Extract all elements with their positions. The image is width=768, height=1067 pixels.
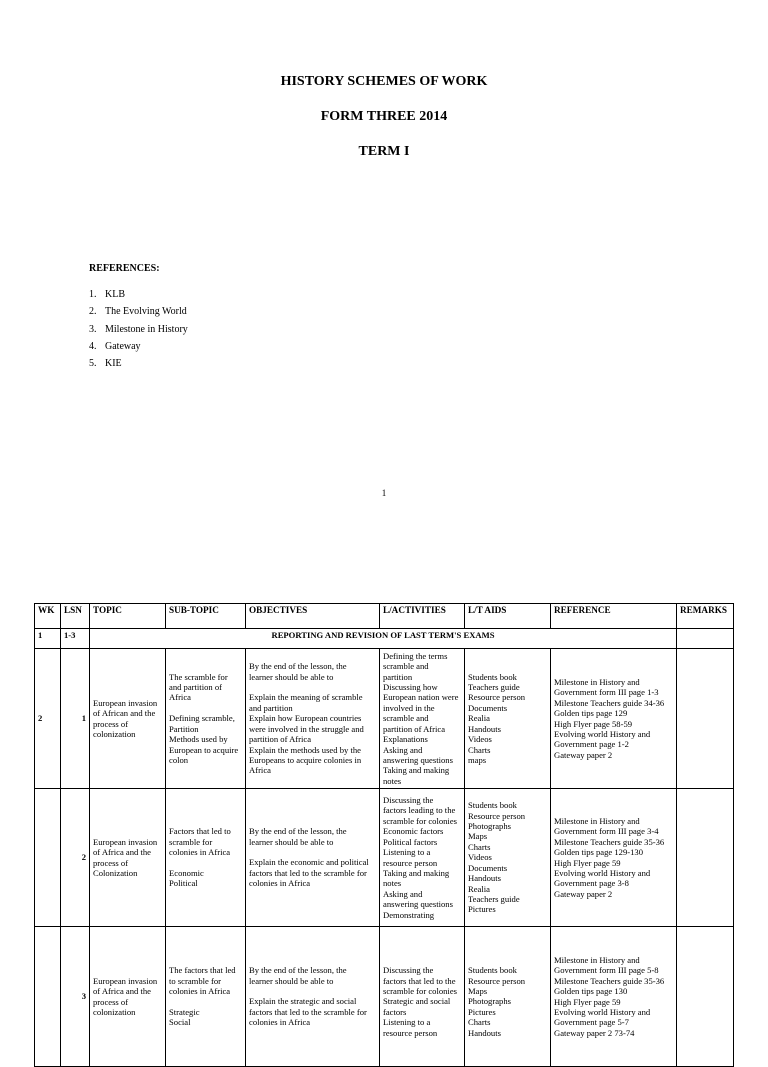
topic-cell (90, 649, 166, 789)
aids-cell-line: Teachers guide (468, 893, 520, 904)
reference-cell (551, 649, 677, 789)
remarks-cell (677, 927, 734, 1067)
header-reference: REFERENCE (551, 604, 677, 629)
reference-cell-line: Evolving world History and (554, 867, 651, 878)
reference-cell (551, 789, 677, 927)
remarks-cell (677, 649, 734, 789)
subtopic-cell-line: The factors that led (169, 965, 236, 976)
activities-cell-line: Asking and (383, 744, 423, 755)
subtopic-cell (166, 789, 246, 927)
topic-cell-line: process of (93, 996, 129, 1007)
subtopic-cell-line: Strategic (169, 1006, 200, 1017)
header-lsn: LSN (61, 604, 90, 629)
reference-text: KIE (105, 358, 122, 370)
topic-cell-line: process of (93, 857, 129, 868)
reference-item (89, 306, 188, 323)
reference-number: 5. (89, 358, 97, 370)
activities-cell-line: Strategic and social (383, 996, 451, 1007)
objectives-cell-line: Europeans to acquire colonies in (249, 754, 362, 765)
reference-cell-line: Milestone in History and (554, 954, 640, 965)
table-header-row (35, 604, 734, 629)
aids-cell-line: Resource person (468, 975, 526, 986)
activities-cell-line: Demonstrating (383, 909, 435, 920)
aids-cell-line: Photographs (468, 821, 511, 832)
lesson-row (35, 649, 734, 789)
activities-cell-line: scramble and (383, 661, 429, 672)
reference-number: 2. (89, 306, 97, 318)
reference-cell-line: Golden tips page 129-130 (554, 847, 644, 858)
aids-cell (465, 789, 551, 927)
subtopic-cell-line: colon (169, 754, 189, 765)
activities-cell (380, 649, 465, 789)
subtopic-cell-line: and partition of (169, 682, 222, 693)
header-subtopic: SUB-TOPIC (166, 604, 246, 629)
aids-cell-line: Maps (468, 831, 488, 842)
reference-text: KLB (105, 289, 125, 300)
subtopic-cell-line: Africa (169, 692, 191, 703)
aids-cell-line: Resource person (468, 692, 526, 703)
aids-cell-line: Charts (468, 744, 491, 755)
reference-cell-line: Government page 1-2 (554, 739, 629, 750)
subtopic-cell-line: European to acquire (169, 744, 239, 755)
topic-cell-line: colonization (93, 728, 136, 739)
aids-cell-line: Handouts (468, 873, 501, 884)
aids-cell-line: maps (468, 754, 487, 765)
topic-cell-line: European invasion (93, 697, 158, 708)
aids-cell (465, 927, 551, 1067)
activities-cell-line: factors that led to the (383, 975, 456, 986)
aids-cell-line: Photographs (468, 996, 511, 1007)
subtopic-cell-line: colonies in Africa (169, 847, 231, 858)
reference-cell-line: Gateway paper 2 73-74 (554, 1027, 635, 1038)
topic-cell-line: European invasion (93, 975, 158, 986)
activities-cell-line: European nation were (383, 692, 459, 703)
scheme-of-work-table (34, 603, 734, 1067)
objectives-cell-line: factors that led to the scramble for (249, 867, 367, 878)
subtopic-cell-line: colonies in Africa (169, 986, 231, 997)
activities-cell-line: partition of Africa (383, 723, 446, 734)
aids-cell-line: Students book (468, 965, 517, 976)
reference-cell-line: Milestone Teachers guide 35-36 (554, 836, 665, 847)
activities-cell-line: scramble and (383, 713, 429, 724)
form-title: FORM THREE 2014 (320, 109, 448, 124)
activities-cell-line: partition (383, 671, 413, 682)
header-aids: L/T AIDS (465, 604, 551, 629)
remarks-cell (677, 629, 734, 649)
reference-cell-line: Milestone Teachers guide 34-36 (554, 697, 665, 708)
activities-cell-line: factors leading to the (383, 805, 456, 816)
activities-cell-line: Listening to a (383, 1017, 431, 1028)
objectives-cell (246, 927, 380, 1067)
reference-cell-line: Milestone Teachers guide 35-36 (554, 975, 665, 986)
objectives-cell (246, 649, 380, 789)
aids-cell-line: Pictures (468, 904, 496, 915)
reference-cell-line: Golden tips page 130 (554, 986, 628, 997)
reference-cell-line: Gateway paper 2 (554, 888, 613, 899)
objectives-cell-line: Africa (249, 765, 271, 776)
activities-cell-line: factors (383, 1006, 407, 1017)
reference-cell-line: Milestone in History and (554, 676, 640, 687)
activities-cell-line: answering questions (383, 899, 453, 910)
references-heading: REFERENCES: (89, 263, 160, 274)
week-cell (35, 789, 61, 927)
reference-cell-line: Gateway paper 2 (554, 749, 613, 760)
topic-cell-line: process of (93, 718, 129, 729)
aids-cell-line: Students book (468, 671, 517, 682)
aids-cell-line: Students book (468, 800, 517, 811)
revision-row (35, 629, 734, 649)
reference-item (89, 289, 188, 306)
objectives-cell-line: Explain the meaning of scramble (249, 692, 363, 703)
subtopic-cell-line: Factors that led to (169, 826, 231, 837)
aids-cell-line: Resource person (468, 810, 526, 821)
topic-cell-line: colonization (93, 1006, 136, 1017)
reference-number: 1. (89, 289, 97, 300)
aids-cell-line: Maps (468, 986, 488, 997)
objectives-cell-line: Explain the economic and political (249, 857, 369, 868)
reference-cell-line: Government form III page 5-8 (554, 965, 659, 976)
aids-cell-line: Charts (468, 1017, 491, 1028)
activities-cell (380, 927, 465, 1067)
topic-cell-line: of African and the (93, 708, 156, 719)
objectives-cell-line: learner should be able to (249, 671, 334, 682)
activities-cell-line: answering questions (383, 754, 453, 765)
remarks-cell (677, 789, 734, 927)
reference-number: 4. (89, 340, 97, 352)
document-title: HISTORY SCHEMES OF WORK (280, 74, 488, 89)
reference-cell-line: Government page 5-7 (554, 1017, 629, 1028)
objectives-cell-line: By the end of the lesson, the (249, 826, 347, 837)
lesson-row (35, 927, 734, 1067)
reference-cell (551, 927, 677, 1067)
activities-cell-line: Political factors (383, 836, 438, 847)
aids-cell-line: Realia (468, 883, 490, 894)
activities-cell-line: Listening to a (383, 847, 431, 858)
objectives-cell-line: and partition (249, 702, 293, 713)
aids-cell-line: Videos (468, 852, 492, 863)
lesson-cell: 1-3 (61, 629, 90, 649)
header-objectives: OBJECTIVES (246, 604, 380, 629)
subtopic-cell-line: to scramble for (169, 975, 222, 986)
aids-cell-line: Documents (468, 702, 508, 713)
objectives-cell-line: colonies in Africa (249, 1017, 311, 1028)
objectives-cell-line: By the end of the lesson, the (249, 661, 347, 672)
reference-cell-line: Government page 3-8 (554, 878, 629, 889)
lesson-cell: 1 (61, 649, 90, 789)
reference-cell-line: Evolving world History and (554, 1006, 651, 1017)
week-cell: 2 (35, 649, 61, 789)
lesson-row (35, 789, 734, 927)
activities-cell-line: scramble for colonies (383, 815, 457, 826)
reference-item (89, 358, 188, 375)
header-remarks: REMARKS (677, 604, 734, 629)
reference-cell-line: High Flyer page 59 (554, 996, 621, 1007)
reference-item (89, 324, 188, 341)
reference-cell-line: High Flyer page 59 (554, 857, 621, 868)
subtopic-cell-line: Economic (169, 867, 204, 878)
aids-cell-line: Documents (468, 862, 508, 873)
subtopic-cell (166, 927, 246, 1067)
objectives-cell-line: were involved in the struggle and (249, 723, 364, 734)
objectives-cell-line: partition of Africa (249, 734, 312, 745)
activities-cell-line: involved in the (383, 702, 435, 713)
reference-text: The Evolving World (105, 306, 187, 318)
subtopic-cell-line: Partition (169, 723, 199, 734)
activities-cell-line: Asking and (383, 888, 423, 899)
reference-cell-line: Golden tips page 129 (554, 708, 628, 719)
subtopic-cell-line: scramble for (169, 836, 213, 847)
aids-cell (465, 649, 551, 789)
topic-cell-line: European invasion (93, 836, 158, 847)
lesson-cell: 2 (61, 789, 90, 927)
header-activities: L/ACTIVITIES (380, 604, 465, 629)
objectives-cell-line: Explain the strategic and social (249, 996, 357, 1007)
topic-cell (90, 789, 166, 927)
revision-banner-text: REPORTING AND REVISION OF LAST TERM'S EXAMS (90, 629, 677, 649)
subtopic-cell-line: Political (169, 878, 198, 889)
aids-cell-line: Realia (468, 713, 490, 724)
header-topic: TOPIC (90, 604, 166, 629)
subtopic-cell-line: Methods used by (169, 734, 228, 745)
activities-cell-line: Defining the terms (383, 650, 448, 661)
aids-cell-line: Videos (468, 734, 492, 745)
activities-cell-line: Taking and making (383, 867, 450, 878)
activities-cell-line: Discussing the (383, 795, 434, 806)
reference-text: Milestone in History (105, 323, 188, 335)
objectives-cell-line: By the end of the lesson, the (249, 965, 347, 976)
activities-cell (380, 789, 465, 927)
topic-cell-line: of Africa and the (93, 986, 151, 997)
activities-cell-line: Economic factors (383, 826, 444, 837)
activities-cell-line: notes (383, 878, 402, 889)
objectives-cell-line: learner should be able to (249, 836, 334, 847)
reference-number: 3. (89, 323, 97, 335)
subtopic-cell (166, 649, 246, 789)
subtopic-cell-line: Defining scramble, (169, 713, 235, 724)
subtopic-cell-line: Social (169, 1017, 191, 1028)
activities-cell-line: Discussing the (383, 965, 434, 976)
aids-cell-line: Teachers guide (468, 682, 520, 693)
activities-cell-line: Discussing how (383, 682, 438, 693)
reference-cell-line: Government form III page 3-4 (554, 826, 659, 837)
reference-cell-line: Evolving world History and (554, 728, 651, 739)
activities-cell-line: resource person (383, 1027, 438, 1038)
objectives-cell-line: factors that led to the scramble for (249, 1006, 367, 1017)
week-cell: 1 (35, 629, 61, 649)
reference-cell-line: High Flyer page 58-59 (554, 718, 633, 729)
activities-cell-line: Explanations (383, 734, 428, 745)
week-cell (35, 927, 61, 1067)
objectives-cell-line: learner should be able to (249, 975, 334, 986)
objectives-cell-line: colonies in Africa (249, 878, 311, 889)
term-title: TERM I (358, 144, 410, 159)
objectives-cell (246, 789, 380, 927)
reference-cell-line: Government form III page 1-3 (554, 687, 659, 698)
lesson-cell: 3 (61, 927, 90, 1067)
aids-cell-line: Handouts (468, 723, 501, 734)
activities-cell-line: notes (383, 775, 402, 786)
objectives-cell-line: Explain how European countries (249, 713, 362, 724)
activities-cell-line: scramble for colonies (383, 986, 457, 997)
aids-cell-line: Charts (468, 841, 491, 852)
reference-text: Gateway (105, 340, 141, 352)
objectives-cell-line: Explain the methods used by the (249, 744, 361, 755)
references-list (89, 289, 188, 375)
topic-cell-line: of Africa and the (93, 847, 151, 858)
subtopic-cell-line: The scramble for (169, 671, 228, 682)
page-number: 1 (381, 488, 387, 498)
reference-cell-line: Milestone in History and (554, 815, 640, 826)
activities-cell-line: resource person (383, 857, 438, 868)
topic-cell (90, 927, 166, 1067)
reference-item (89, 341, 188, 358)
topic-cell-line: Colonization (93, 867, 138, 878)
activities-cell-line: Taking and making (383, 765, 450, 776)
header-wk: WK (35, 604, 61, 629)
aids-cell-line: Handouts (468, 1027, 501, 1038)
aids-cell-line: Pictures (468, 1006, 496, 1017)
